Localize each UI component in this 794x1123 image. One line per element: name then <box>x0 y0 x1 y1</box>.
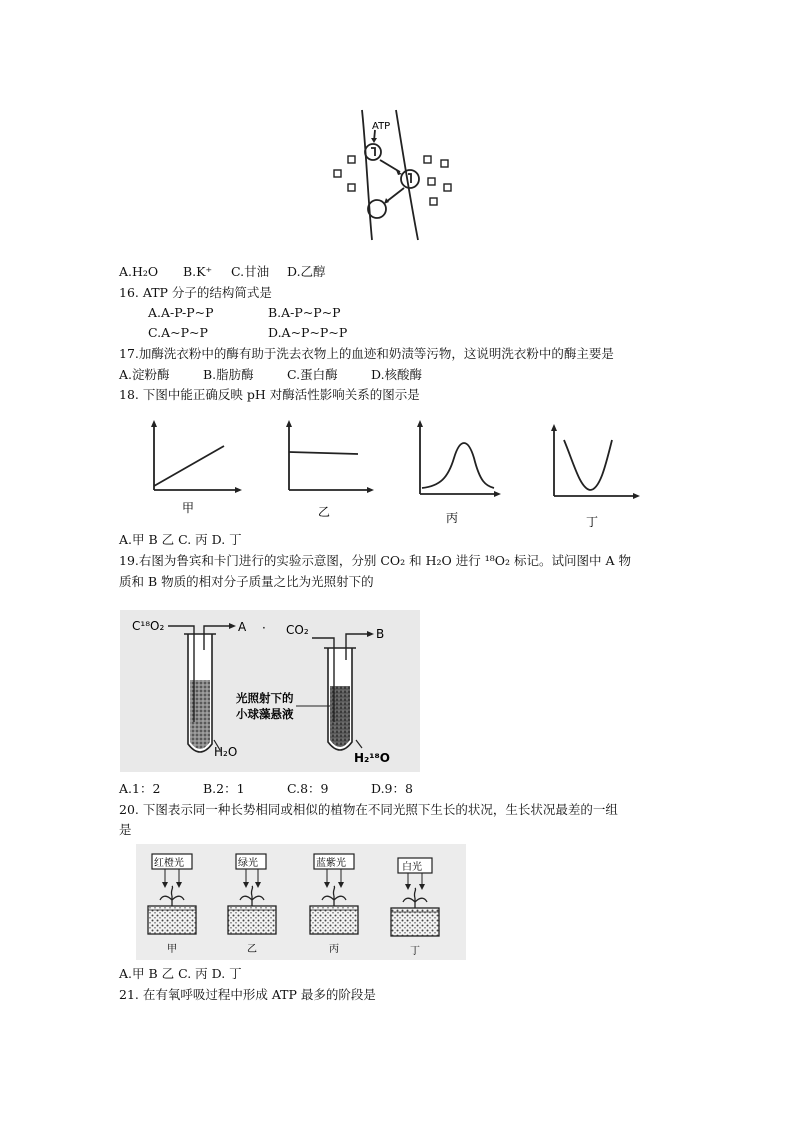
group-label-bing: 丙 <box>329 944 339 955</box>
q17-stem: 17.加酶洗衣粉中的酶有助于洗去衣物上的血迹和奶渍等污物，这说明洗衣粉中的酶主要是 <box>119 346 614 361</box>
q16-stem: 16. ATP 分子的结构简式是 <box>119 285 272 300</box>
left-gas-label: C¹⁸O₂ <box>132 619 165 633</box>
right-water-label: H₂¹⁸O <box>354 751 391 765</box>
left-output-a: A <box>238 620 247 634</box>
q19-option-c: C.8：9 <box>287 781 329 796</box>
q16-option-c: C.A~P~P <box>148 325 208 340</box>
ruben-kamen-figure <box>120 610 420 772</box>
q16-option-a: A.A-P-P~P <box>148 305 214 320</box>
q18-options: A.甲 B 乙 C. 丙 D. 丁 <box>119 532 242 547</box>
ph-graphs-figure <box>140 418 650 530</box>
group-label-yi: 乙 <box>247 944 257 955</box>
caption-line1: 光照射下的 <box>236 691 294 705</box>
q19-stem-line1: 19.右图为鲁宾和卡门进行的实验示意图，分别 CO₂ 和 H₂O 进行 ¹⁸O₂ 标记。试问图中 A 物 <box>119 553 631 568</box>
graph-label-ding: 丁 <box>586 515 599 529</box>
q15-option-d: D.乙醇 <box>287 264 326 279</box>
separator-dot: · <box>262 621 266 635</box>
q17-option-a: A.淀粉酶 <box>119 367 170 382</box>
q20-stem-line1: 20. 下图表示同一种长势相同或相似的植物在不同光照下生长的状况，生长状况最差的一组 <box>119 802 618 817</box>
q18-stem: 18. 下图中能正确反映 pH 对酶活性影响关系的图示是 <box>119 387 420 402</box>
left-water-label: H₂O <box>214 745 238 759</box>
graph-label-bing: 丙 <box>446 511 459 525</box>
light-growth-figure <box>136 844 466 960</box>
q19-stem-line2: 质和 B 物质的相对分子质量之比为光照射下的 <box>119 574 374 589</box>
light-label-green: 绿光 <box>238 858 258 869</box>
q21-stem: 21. 在有氧呼吸过程中形成 ATP 最多的阶段是 <box>119 987 376 1002</box>
group-label-jia: 甲 <box>167 944 177 955</box>
right-output-b: B <box>376 627 385 641</box>
q16-option-b: B.A-P~P~P <box>268 305 341 320</box>
atp-transport-figure <box>328 108 458 242</box>
q15-option-b: B.K⁺ <box>183 264 213 279</box>
right-gas-label: CO₂ <box>286 623 309 637</box>
q19-option-b: B.2：1 <box>203 781 245 796</box>
caption-line2: 小球藻悬液 <box>236 707 294 721</box>
q17-option-d: D.核酸酶 <box>371 367 423 382</box>
atp-label: ATP <box>372 121 391 132</box>
light-label-blue-violet: 蓝紫光 <box>316 858 346 869</box>
q20-stem-line2: 是 <box>119 822 132 837</box>
group-label-ding: 丁 <box>410 946 420 957</box>
light-label-white: 白光 <box>402 862 422 873</box>
q15-option-c: C.甘油 <box>231 264 270 279</box>
q19-option-a: A.1：2 <box>119 781 161 796</box>
q20-options: A.甲 B 乙 C. 丙 D. 丁 <box>119 966 242 981</box>
q19-option-d: D.9：8 <box>371 781 413 796</box>
graph-label-jia: 甲 <box>182 501 195 515</box>
q17-option-c: C.蛋白酶 <box>287 367 338 382</box>
light-label-red-orange: 红橙光 <box>154 858 184 869</box>
q16-option-d: D.A~P~P~P <box>268 325 348 340</box>
q17-option-b: B.脂肪酶 <box>203 367 254 382</box>
graph-label-yi: 乙 <box>318 505 331 519</box>
q15-option-a: A.H₂O <box>119 264 159 279</box>
